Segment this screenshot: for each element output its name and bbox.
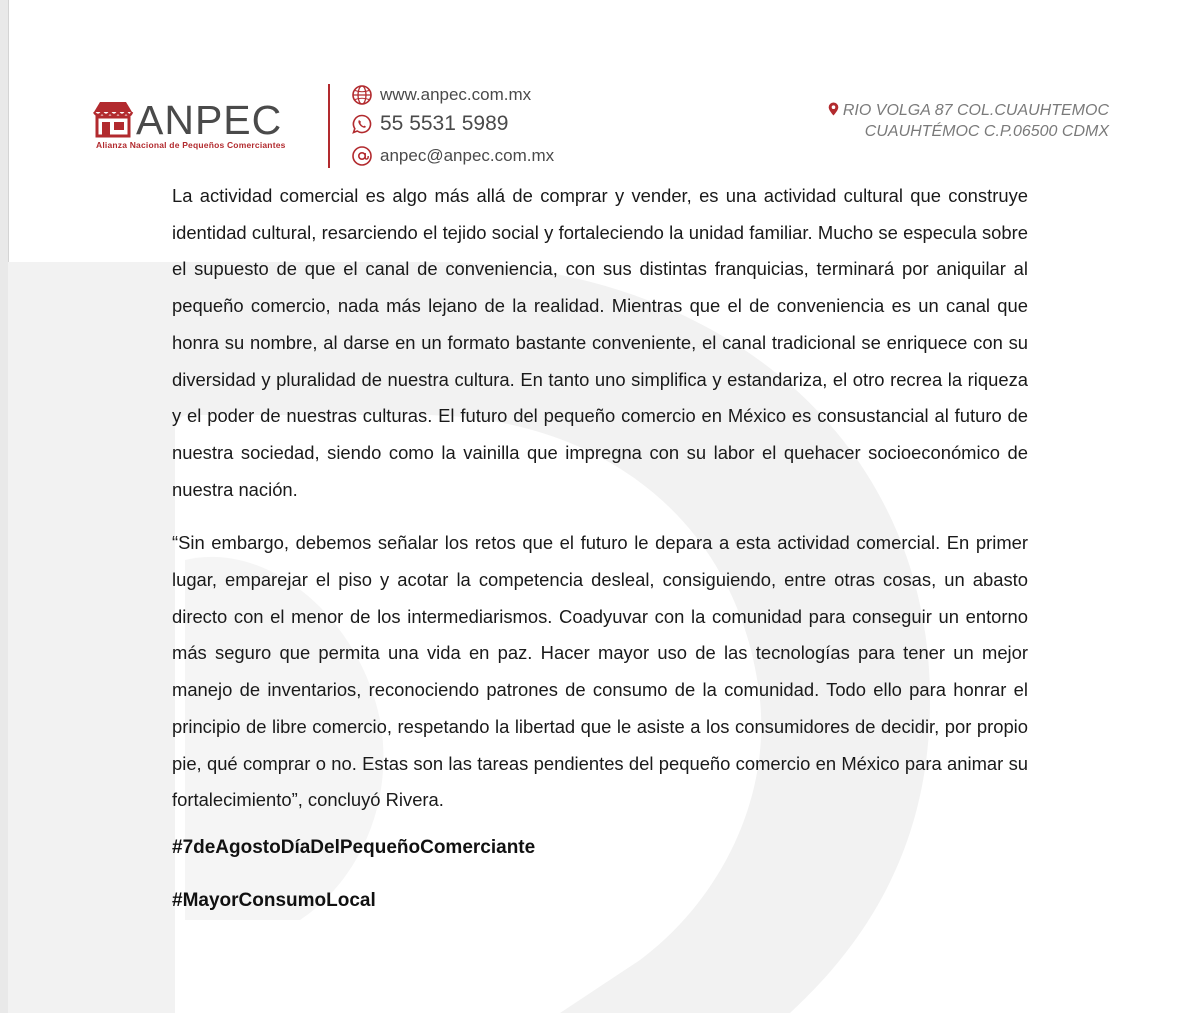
contact-email[interactable] (352, 144, 554, 168)
store-icon (92, 100, 134, 138)
at-sign-icon (352, 146, 372, 166)
website-text[interactable]: www.anpec.com.mx (380, 85, 532, 104)
contact-phone[interactable] (352, 112, 508, 136)
hashtag[interactable]: #MayorConsumoLocal (172, 889, 376, 911)
contact-website[interactable] (352, 83, 531, 107)
whatsapp-icon (352, 114, 372, 134)
logo-wordmark: ANPEC (136, 97, 283, 143)
body-paragraph: La actividad comercial es algo más allá de comprar y vender, es una actividad cultural que construye identidad cultural, resarciendo el tejido social y fortaleciendo la unidad familiar. Mucho se especula sobre el supuesto de que el canal de conveniencia, con sus distintas franquicias, terminará por aniquilar al pequeño comercio, nada más lejano de la realidad. Mientras que el de conveniencia es un canal que honra su nombre, al darse en un formato bastante conveniente, el canal tradicional se enriquece con su diversidad y pluralidad de nuestra cultura. En tanto uno simplifica y estandariza, el otro recrea la riqueza y el poder de nuestras culturas. El futuro del pequeño comercio en México es consustancial al futuro de nuestra sociedad, siendo como la vainilla que impregna con su labor el quehacer socioeconómico de nuestra nación. (172, 185, 1028, 500)
map-pin-icon (828, 102, 839, 116)
globe-icon (352, 85, 372, 105)
address-line-1 (828, 100, 1109, 121)
address-line-1-text: RIO VOLGA 87 COL.CUAUHTEMOC (842, 102, 1109, 119)
letterhead (0, 0, 1200, 175)
anpec-logo (92, 98, 302, 158)
phone-text[interactable]: 55 5531 5989 (380, 112, 509, 135)
email-text[interactable]: anpec@anpec.com.mx (380, 146, 555, 165)
header-divider (328, 84, 330, 168)
body-paragraph: “Sin embargo, debemos señalar los retos que el futuro le depara a esta actividad comercial. En primer lugar, emparejar el piso y acotar la competencia desleal, consiguiendo, entre otras cosas, un abasto directo con el menor de los intermediarismos. Coadyuvar con la comunidad para conseguir un entorno más seguro que permita una vida en paz. Hacer mayor uso de las tecnologías para tener un mejor manejo de inventarios, reconociendo patrones de consumo de la comunidad. Todo ello para honrar el principio de libre comercio, respetando la libertad que le asiste a los consumidores de decidir, por propio pie, qué comprar o no. Estas son las tareas pendientes del pequeño comercio en México para animar su fortalecimiento”, concluyó Rivera. (172, 532, 1028, 811)
document-body (172, 178, 1028, 915)
logo-subtitle: Alianza Nacional de Pequeños Comerciantes (96, 140, 286, 150)
address-line-2: CUAUHTÉMOC C.P.06500 CDMX (864, 123, 1109, 140)
address-block (828, 100, 1109, 142)
hashtag[interactable]: #7deAgostoDíaDelPequeñoComerciante (172, 836, 536, 858)
